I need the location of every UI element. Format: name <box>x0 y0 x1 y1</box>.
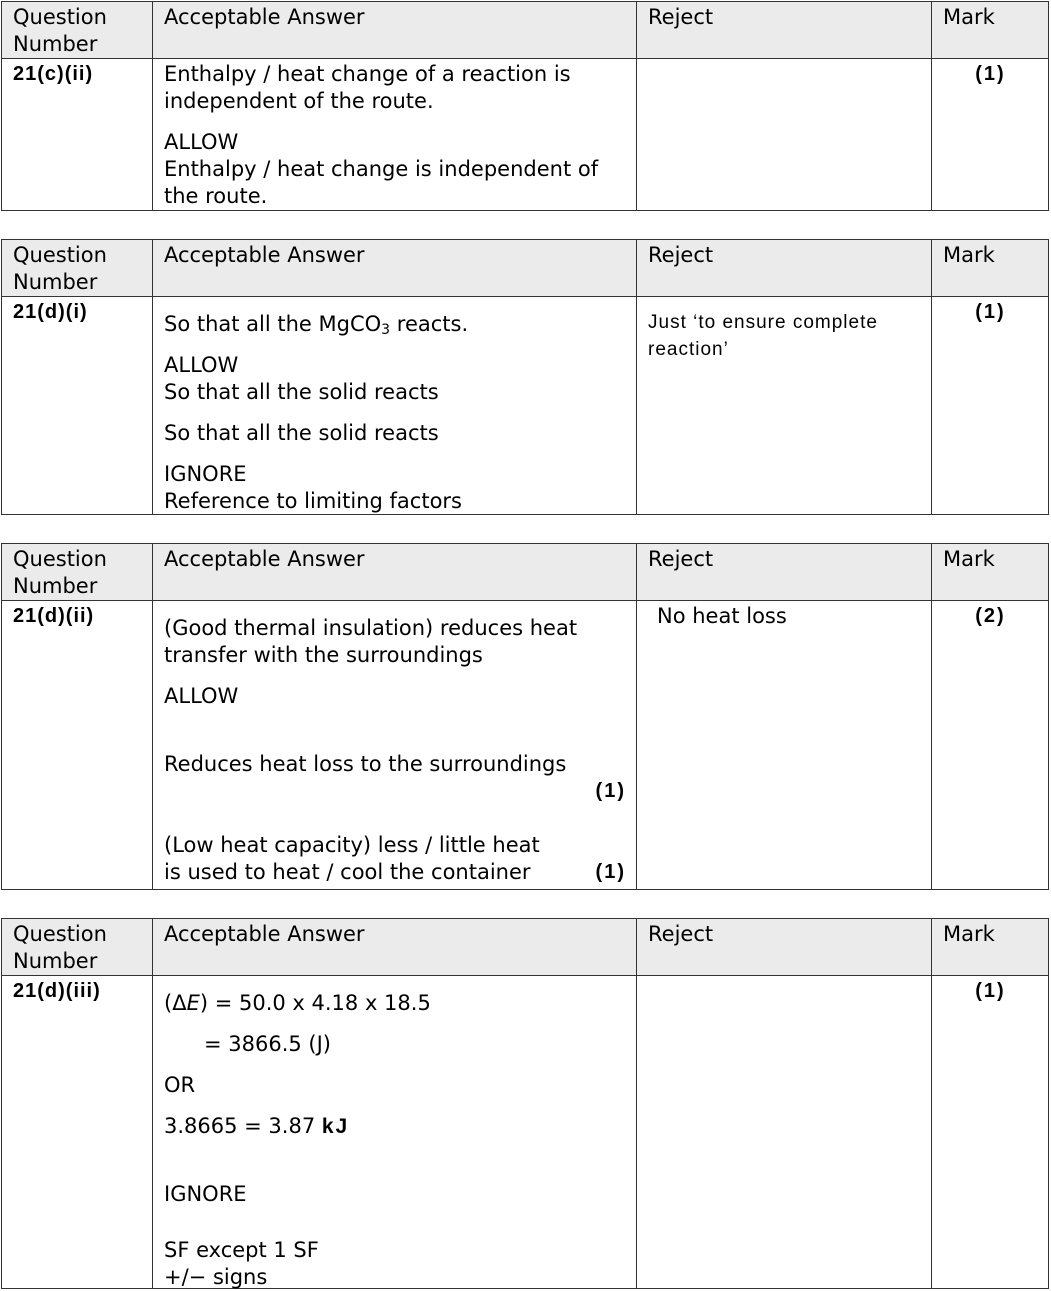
header-mark: Mark <box>943 5 995 29</box>
mark-scheme-table-21d-i <box>1 239 1049 515</box>
answer-row <box>2 59 1048 210</box>
mark-value: (1) <box>975 301 1006 323</box>
header-question-number: Question Number <box>2 2 153 58</box>
header-reject: Reject <box>637 544 932 600</box>
header-question-number: Question Number <box>2 544 153 600</box>
allow-label: ALLOW <box>164 684 239 708</box>
header-question-number: Question Number <box>2 240 153 296</box>
header-mark: Mark <box>943 243 995 267</box>
header-acceptable-answer: Acceptable Answer <box>153 919 637 975</box>
calculation: (ΔE) = 50.0 x 4.18 x 18.5 <box>164 991 431 1015</box>
question-number: 21(d)(i) <box>2 297 153 514</box>
second-answer <box>164 832 626 886</box>
ignore-text: Reference to limiting factors <box>164 489 462 513</box>
header-row <box>2 919 1048 976</box>
reject-text <box>637 59 932 210</box>
mark-value: (2) <box>975 605 1006 627</box>
answer-text: Enthalpy / heat change of a reaction is independent of the route. <box>164 62 571 113</box>
reject-text <box>637 976 932 1288</box>
header-row <box>2 240 1048 297</box>
mark-scheme-table-21d-ii <box>1 543 1049 890</box>
allow-mark: (1) <box>595 780 626 802</box>
ignore-line-1: SF except 1 SF <box>164 1238 319 1262</box>
ignore-line-2: +/− signs <box>164 1265 268 1289</box>
acceptable-answer <box>153 297 637 514</box>
acceptable-answer <box>153 601 637 889</box>
header-row <box>2 544 1048 601</box>
header-question-number: Question Number <box>2 919 153 975</box>
question-number: 21(c)(ii) <box>2 59 153 210</box>
answer-text: (Good thermal insulation) reduces heat transfer with the surroundings <box>164 616 578 667</box>
header-reject: Reject <box>637 2 932 58</box>
allow-text: So that all the solid reacts <box>164 380 439 404</box>
question-number: 21(d)(ii) <box>2 601 153 889</box>
answer-row <box>2 601 1048 889</box>
allow-label: ALLOW <box>164 353 239 377</box>
acceptable-answer <box>153 59 637 210</box>
header-mark: Mark <box>943 547 995 571</box>
mark-scheme-table-21d-iii <box>1 918 1049 1289</box>
ignore-label: IGNORE <box>164 1182 247 1206</box>
header-reject: Reject <box>637 919 932 975</box>
extra-text: So that all the solid reacts <box>164 421 439 445</box>
header-reject: Reject <box>637 240 932 296</box>
header-row <box>2 2 1048 59</box>
answer-row <box>2 976 1048 1288</box>
acceptable-answer <box>153 976 637 1288</box>
allow-label: ALLOW <box>164 130 239 154</box>
question-number: 21(d)(iii) <box>2 976 153 1288</box>
or-label: OR <box>164 1073 196 1097</box>
second-answer-mark: (1) <box>595 861 626 883</box>
header-acceptable-answer: Acceptable Answer <box>153 240 637 296</box>
header-acceptable-answer: Acceptable Answer <box>153 2 637 58</box>
reject-text: Just ‘to ensure complete reaction’ <box>637 297 932 514</box>
header-mark: Mark <box>943 922 995 946</box>
answer-row <box>2 297 1048 514</box>
header-acceptable-answer: Acceptable Answer <box>153 544 637 600</box>
reject-text: No heat loss <box>637 601 932 889</box>
second-answer-text: (Low heat capacity) less / little heat is used to heat / cool the container <box>164 833 540 884</box>
ignore-label: IGNORE <box>164 462 247 486</box>
mark-value: (1) <box>975 63 1006 85</box>
alternative-answer: 3.8665 = 3.87 kJ <box>164 1114 350 1138</box>
allow-text: Reduces heat loss to the surroundings <box>164 752 567 776</box>
mark-scheme-table-21c-ii <box>1 1 1049 211</box>
allow-text: Enthalpy / heat change is independent of the route. <box>164 157 599 208</box>
answer-text: So that all the MgCO$_3$ reacts. <box>164 312 469 338</box>
calculation-result: = 3866.5 (J) <box>204 1032 332 1056</box>
mark-value: (1) <box>975 980 1006 1002</box>
